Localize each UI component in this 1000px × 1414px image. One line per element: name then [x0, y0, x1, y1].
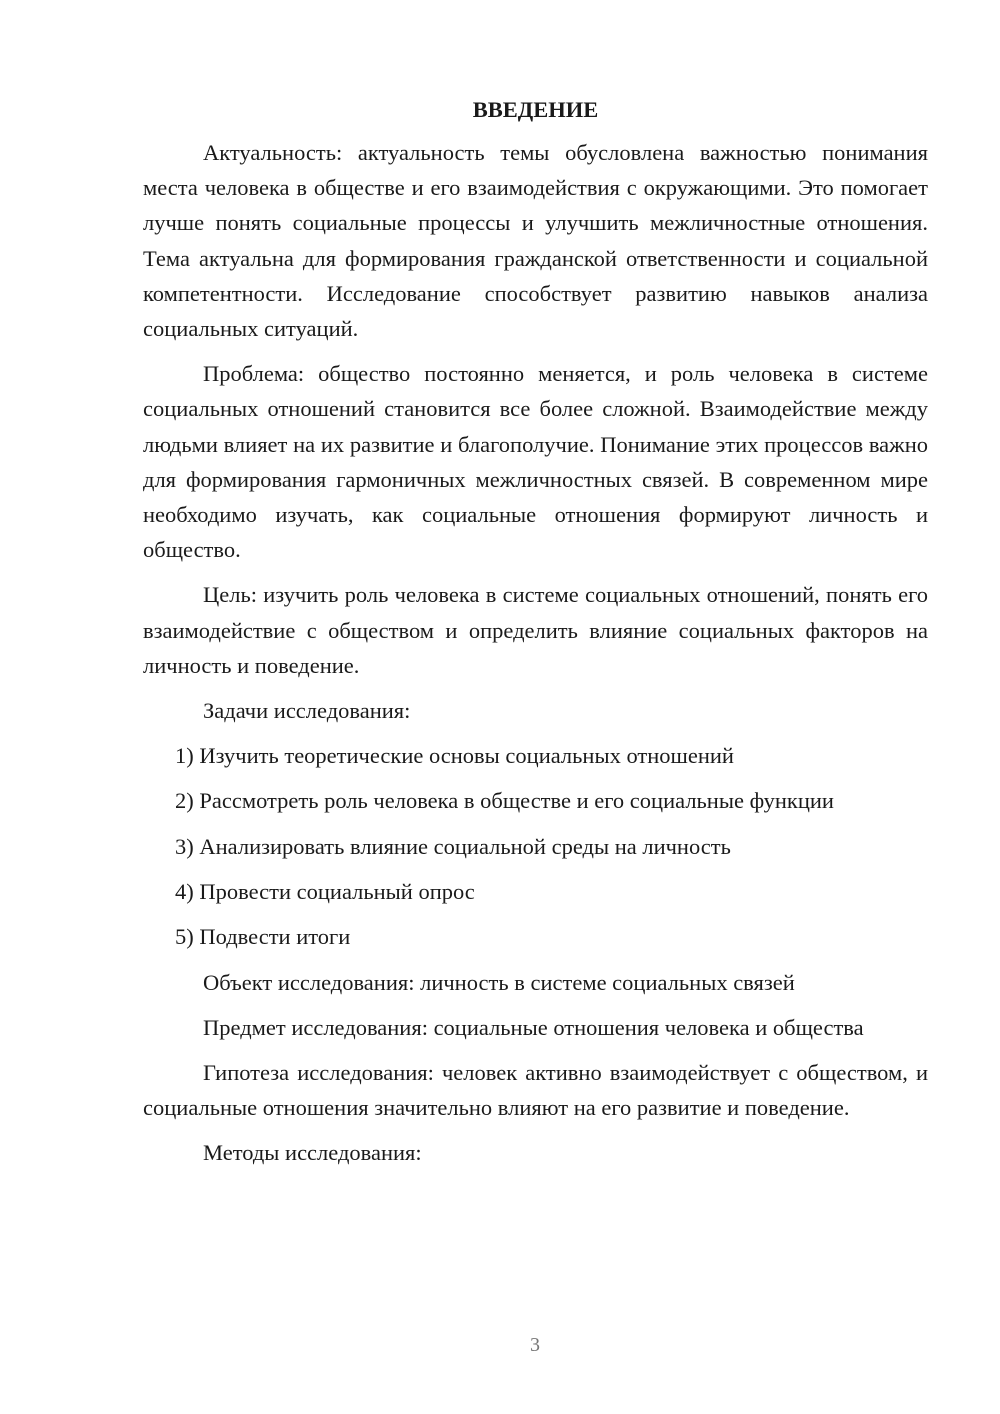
list-item: 2) Рассмотреть роль человека в обществе и его социальные функции — [175, 788, 834, 814]
list-item: 3) Анализировать влияние социальной среды на личность — [175, 833, 731, 859]
list-item: 1) Изучить теоретические основы социальных отношений — [175, 743, 734, 769]
hypothesis-paragraph: Гипотеза исследования: человек активно взаимодействует с обществом, и социальные отношения значительно влияют на его развитие и поведение. — [143, 1059, 928, 1120]
tasks-heading: Задачи исследования: — [203, 698, 411, 724]
goal-paragraph: Цель: изучить роль человека в системе социальных отношений, понять его взаимодействие с обществом и определить влияние социальных факторов на личность и поведение. — [143, 582, 928, 678]
page-title: ВВЕДЕНИЕ — [472, 97, 599, 122]
list-item: 4) Провести социальный опрос — [175, 878, 475, 904]
subject-paragraph: Предмет исследования: социальные отношения человека и общества — [203, 1014, 864, 1040]
methods-heading: Методы исследования: — [203, 1140, 422, 1166]
object-paragraph: Объект исследования: личность в системе социальных связей — [203, 969, 795, 995]
list-item: 5) Подвести итоги — [175, 924, 351, 950]
relevance-paragraph: Актуальность: актуальность темы обусловлена важностью понимания места человека в обществе и его взаимодействия с окружающими. Это помогает лучше понять социальные процессы и улучшить межличностные отношения. Тема актуальна для формирования гражданской ответственности и социальной компетентности. Исследование способствует развитию навыков анализа социальных ситуаций. — [143, 140, 928, 342]
tasks-list — [143, 738, 928, 954]
page-number: 3 — [530, 1334, 540, 1356]
problem-paragraph: Проблема: общество постоянно меняется, и роль человека в системе социальных отношений становится все более сложной. Взаимодействие между людьми влияет на их развитие и благополучие. Понимание этих процессов важно для формирования гармоничных межличностных связей. В современном мире необходимо изучать, как социальные отношения формируют личность и общество. — [143, 361, 928, 563]
document-page — [143, 95, 928, 1180]
